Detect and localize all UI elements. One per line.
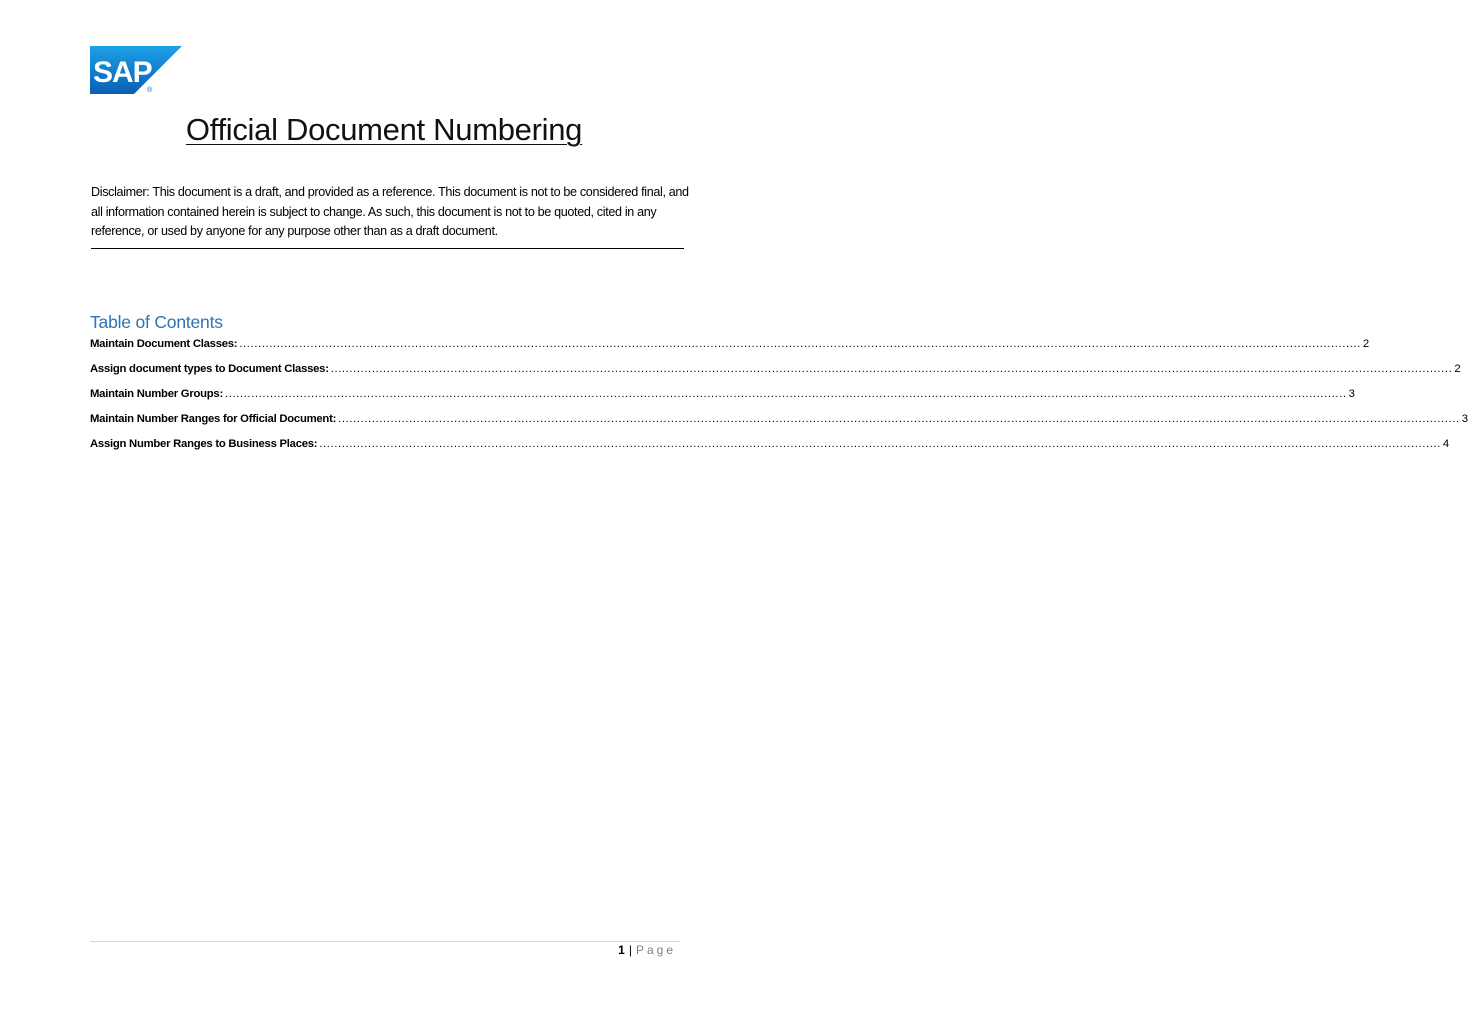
table-of-contents [90, 338, 1468, 463]
document-title [0, 112, 768, 148]
toc-entry-page[interactable]: 4 [1442, 438, 1449, 450]
footer-separator: | [628, 943, 632, 957]
toc-leader-dots: ............................................................................................................................................................................................................................................................................................................ [330, 363, 1453, 375]
toc-entry-text[interactable]: Maintain Number Groups: [90, 388, 223, 400]
footer-rule [90, 941, 680, 942]
toc-entry-page[interactable]: 2 [1362, 338, 1369, 350]
footer-page-number: 1 [618, 943, 625, 957]
toc-entry[interactable] [90, 363, 1461, 388]
toc-entry-text[interactable]: Assign Number Ranges to Business Places: [90, 438, 318, 450]
toc-leader-dots: ............................................................................................................................................................................................................................................................................................................ [338, 413, 1460, 425]
toc-entry[interactable] [90, 438, 1449, 463]
toc-entry-text[interactable]: Maintain Number Ranges for Official Document: [90, 413, 337, 425]
toc-entry-page[interactable]: 3 [1348, 388, 1355, 400]
disclaimer-paragraph: Disclaimer: This document is a draft, and provided as a reference. This document is not to be considered final, and all information contained herein is subject to change. As such, this document is not to be quoted, cited in any reference, or used by anyone for any purpose other than as a draft document. [91, 185, 689, 238]
toc-heading: Table of Contents [90, 312, 223, 332]
document-title-text: Official Document Numbering [185, 112, 583, 147]
registered-mark: ® [147, 87, 153, 94]
sap-logo [90, 46, 182, 94]
toc-entry-page[interactable]: 2 [1454, 363, 1461, 375]
toc-leader-dots: ............................................................................................................................................................................................................................................................................................................ [224, 388, 1347, 400]
toc-entry[interactable] [90, 338, 1369, 363]
toc-entry-text[interactable]: Maintain Document Classes: [90, 338, 238, 350]
toc-entry-page[interactable]: 3 [1461, 413, 1468, 425]
toc-entry[interactable] [90, 413, 1468, 438]
separator-rule [91, 248, 684, 249]
toc-entry-text[interactable]: Assign document types to Document Classes: [90, 363, 329, 375]
sap-logo-text: SAP [93, 56, 152, 89]
toc-entry[interactable] [90, 388, 1355, 413]
toc-leader-dots: ............................................................................................................................................................................................................................................................................................................ [319, 438, 1441, 450]
toc-leader-dots: ............................................................................................................................................................................................................................................................................................................ [239, 338, 1361, 350]
page-footer [618, 943, 676, 957]
sap-logo-mark [90, 46, 182, 94]
footer-page-word: Page [635, 943, 676, 957]
